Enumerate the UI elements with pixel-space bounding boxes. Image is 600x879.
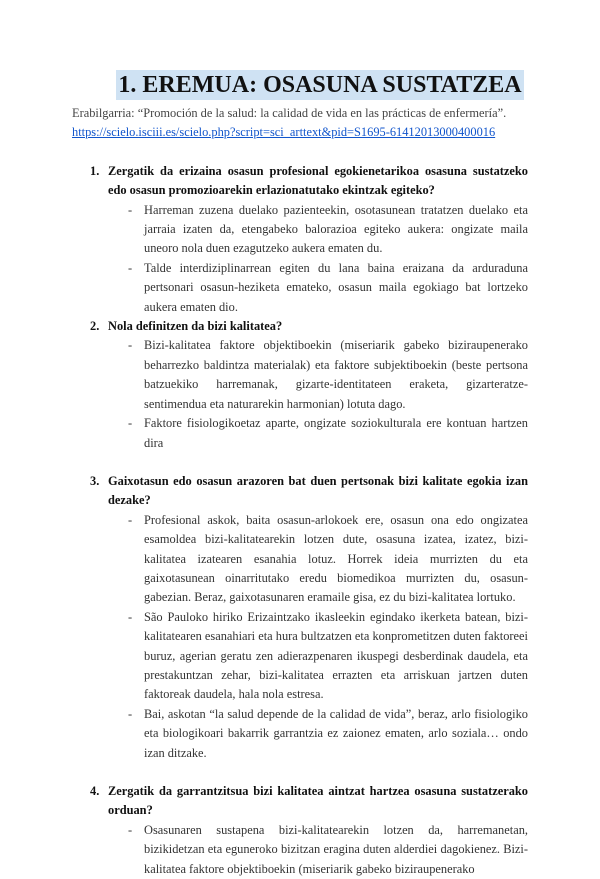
answer-text: Bizi-kalitatea faktore objektiboekin (miseriarik gabeko biziraupenerako beharrezko baldintza materialak) eta faktore subjektiboekin (beste pertsona batzuekiko harremanak, gizarte-identitateen eraketa, gizarteratze-sentimendua eta naturarekin harmonian) lotuta dago.	[144, 338, 528, 411]
answer-item	[72, 414, 528, 453]
answer-item	[72, 821, 528, 879]
answer-item	[72, 336, 528, 414]
question-text: Gaixotasun edo osasun arazoren bat duen pertsonak bizi kalitate egokia izan dezake?	[108, 473, 528, 508]
question-number: 3.	[90, 473, 100, 488]
answer-text: Faktore fisiologikoetaz aparte, ongizate soziokulturala ere kontuan hartzen dira	[144, 416, 528, 450]
answer-text: São Pauloko hiriko Erizaintzako ikasleekin egindako ikerketa batean, bizi-kalitatearen esanahiari eta hura bultzatzen eta konprometitzen duten faktoreei buruz, agerian geratu zen adierazpenaren ikuspegi desberdinak daudela, eta prestakuntzan zehar, bizi-kalitatea errazten eta arriskuan jartzen duten faktoreak daudela, hala nola estresa.	[144, 609, 528, 702]
document-page	[72, 70, 528, 879]
question-number: 4.	[90, 784, 100, 798]
answer-text: Profesional askok, baita osasun-arlokoek ere, osasun ona edo ongizatea esamoldea bizi-kalitatearekin lotzen dute, osasuna izatea, izatez, bizi-kalitatea izatearen esanahia lotuz. Horrek ideia murrizten du eta gaixotasunean oinarritutako eredu biomedikoa murrizten du, osasun-gabezian. Beraz, gaixotasunaren eramaile gisa, ez du bizi-kalitatea lortuko.	[144, 512, 528, 605]
bullet-dash: -	[128, 512, 133, 527]
answer-item	[72, 259, 528, 317]
question-item	[72, 472, 528, 763]
bullet-dash: -	[128, 260, 133, 275]
question-list	[72, 162, 528, 879]
question-text: Zergatik da garrantzitsua bizi kalitatea aintzat hartzea osasuna sustatzerako orduan?	[108, 784, 528, 818]
answer-item	[72, 608, 528, 705]
question-text: Zergatik da erizaina osasun profesional egokienetarikoa osasuna sustatzeko edo osasun promozioarekin erlazionatutako ekintzak egiteko?	[108, 163, 528, 198]
question-item	[72, 317, 528, 453]
answer-text: Harreman zuzena duelako pazienteekin, osotasunean tratatzen duelako eta jarraia izaten da, etengabeko balorazioa egiteko aukera: ongizate maila uneoro nola duen ezagutzeko aukera ematen du.	[144, 202, 528, 256]
bullet-dash: -	[128, 416, 133, 431]
question-item	[72, 162, 528, 317]
source-reference: Erabilgarria: “Promoción de la salud: la calidad de vida en las prácticas de enfermería”.	[72, 106, 507, 120]
question-text: Nola definitzen da bizi kalitatea?	[108, 319, 283, 334]
page-title: 1. EREMUA: OSASUNA SUSTATZEA	[118, 72, 522, 98]
answer-item	[72, 201, 528, 259]
question-number: 2.	[90, 319, 100, 334]
source-link[interactable]: https://scielo.isciii.es/scielo.php?script=sci_arttext&pid=S1695-61412013000400016	[72, 125, 496, 140]
answer-text: Bai, askotan “la salud depende de la calidad de vida”, beraz, arlo fisiologiko eta biologikoari bakarrik garrantzia ez zaionez ematen, arlo soziala… ondo izan ditzake.	[144, 706, 528, 760]
answer-item	[72, 511, 528, 608]
answer-text: Talde interdiziplinarrean egiten du lana baina eraizana da arduraduna pertsonari osasun-heziketa emateko, osasun maila egokiago bat lortzeko aukera ematen dio.	[144, 260, 528, 314]
bullet-dash: -	[128, 202, 133, 217]
answer-item	[72, 705, 528, 763]
answer-text: Osasunaren sustapena bizi-kalitatearekin lotzen da, harremanetan, bizikidetzan eta eguneroko bizitzan eragina duten alderdiei dagokienez. Bizi-kalitatea faktore objektiboekin (miseriarik gabeko biziraupenerako	[144, 822, 528, 876]
bullet-dash: -	[128, 706, 133, 721]
bullet-dash: -	[128, 822, 133, 837]
bullet-dash: -	[128, 609, 133, 624]
question-number: 1.	[90, 163, 100, 178]
question-item	[72, 782, 528, 879]
bullet-dash: -	[128, 338, 133, 353]
